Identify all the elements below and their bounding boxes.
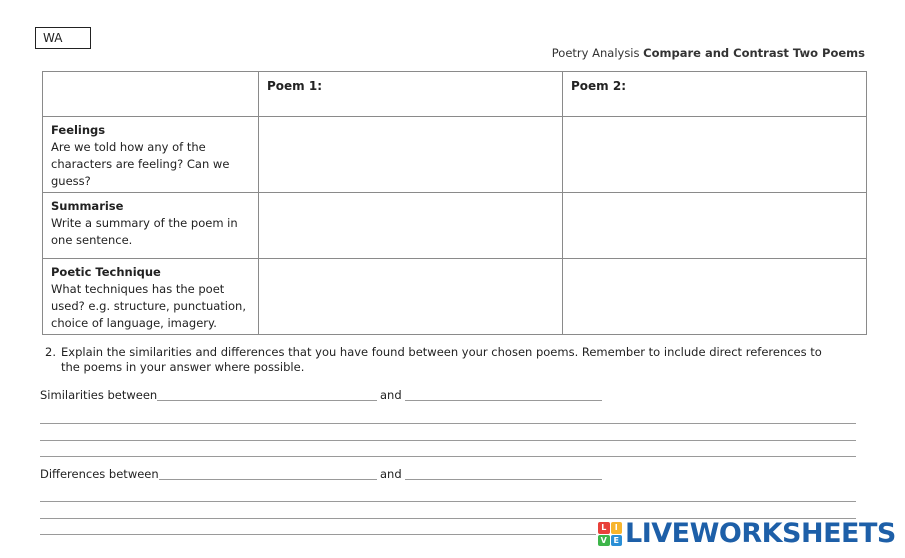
- differences-poem-a-blank[interactable]: [159, 479, 377, 480]
- criterion-title: Poetic Technique: [51, 265, 161, 279]
- page-title: Compare and Contrast Two Poems: [643, 46, 865, 60]
- differences-label: Differences between: [40, 467, 159, 481]
- question-text: Explain the similarities and differences that you have found between your chosen poems. Remember to include direct references to the poems in your answer where possible.: [61, 345, 822, 374]
- header-prefix: Poetry Analysis: [551, 46, 640, 60]
- similarities-line-1[interactable]: [40, 423, 856, 424]
- answer-field-feelings-poem-2[interactable]: [563, 117, 867, 193]
- logo-mark-tile: L: [598, 522, 610, 534]
- similarities-row: [40, 388, 860, 404]
- differences-line-3[interactable]: [40, 534, 596, 535]
- page-header: [552, 46, 865, 60]
- poem-2-heading: Poem 2:: [571, 79, 627, 93]
- question-number: 2.: [45, 345, 56, 359]
- similarities-label: Similarities between: [40, 388, 158, 402]
- comparison-table: [42, 71, 867, 335]
- similarities-line-2[interactable]: [40, 440, 856, 441]
- logo-mark-tile: I: [611, 522, 623, 534]
- header-cell-poem-2: [563, 72, 867, 117]
- answer-field-summarise-poem-1[interactable]: [259, 193, 563, 259]
- label-box: WA: [35, 27, 91, 49]
- criterion-title: Summarise: [51, 199, 124, 213]
- similarities-poem-b-blank[interactable]: [405, 400, 602, 401]
- answer-field-summarise-poem-2[interactable]: [563, 193, 867, 259]
- similarities-line-3[interactable]: [40, 456, 856, 457]
- criterion-description: What techniques has the poet used? e.g. structure, punctuation, choice of language, imagery.: [51, 282, 246, 330]
- logo-mark-icon: [598, 522, 622, 546]
- header-cell-empty: [43, 72, 259, 117]
- differences-poem-b-blank[interactable]: [405, 479, 602, 480]
- differences-and-label: and: [380, 467, 402, 481]
- similarities-and-label: and: [380, 388, 402, 402]
- similarities-poem-a-blank[interactable]: [157, 400, 377, 401]
- criterion-cell: [43, 259, 259, 335]
- logo-mark-tile: V: [598, 535, 610, 547]
- differences-row: [40, 467, 860, 483]
- criterion-description: Are we told how any of the characters are feeling? Can we guess?: [51, 140, 230, 188]
- criterion-title: Feelings: [51, 123, 106, 137]
- answer-field-feelings-poem-1[interactable]: [259, 117, 563, 193]
- criterion-cell: [43, 193, 259, 259]
- header-cell-poem-1: [259, 72, 563, 117]
- poem-1-heading: Poem 1:: [267, 79, 323, 93]
- answer-field-technique-poem-1[interactable]: [259, 259, 563, 335]
- differences-line-1[interactable]: [40, 501, 856, 502]
- logo-mark-tile: E: [611, 535, 623, 547]
- question-2: [45, 345, 835, 375]
- table-row-poetic-technique: [43, 259, 867, 335]
- criterion-description: Write a summary of the poem in one sentence.: [51, 216, 238, 247]
- logo-text: LIVEWORKSHEETS: [625, 518, 896, 549]
- table-row-feelings: [43, 117, 867, 193]
- table-header-row: [43, 72, 867, 117]
- answer-field-technique-poem-2[interactable]: [563, 259, 867, 335]
- liveworksheets-logo: [598, 519, 896, 549]
- criterion-cell: [43, 117, 259, 193]
- table-row-summarise: [43, 193, 867, 259]
